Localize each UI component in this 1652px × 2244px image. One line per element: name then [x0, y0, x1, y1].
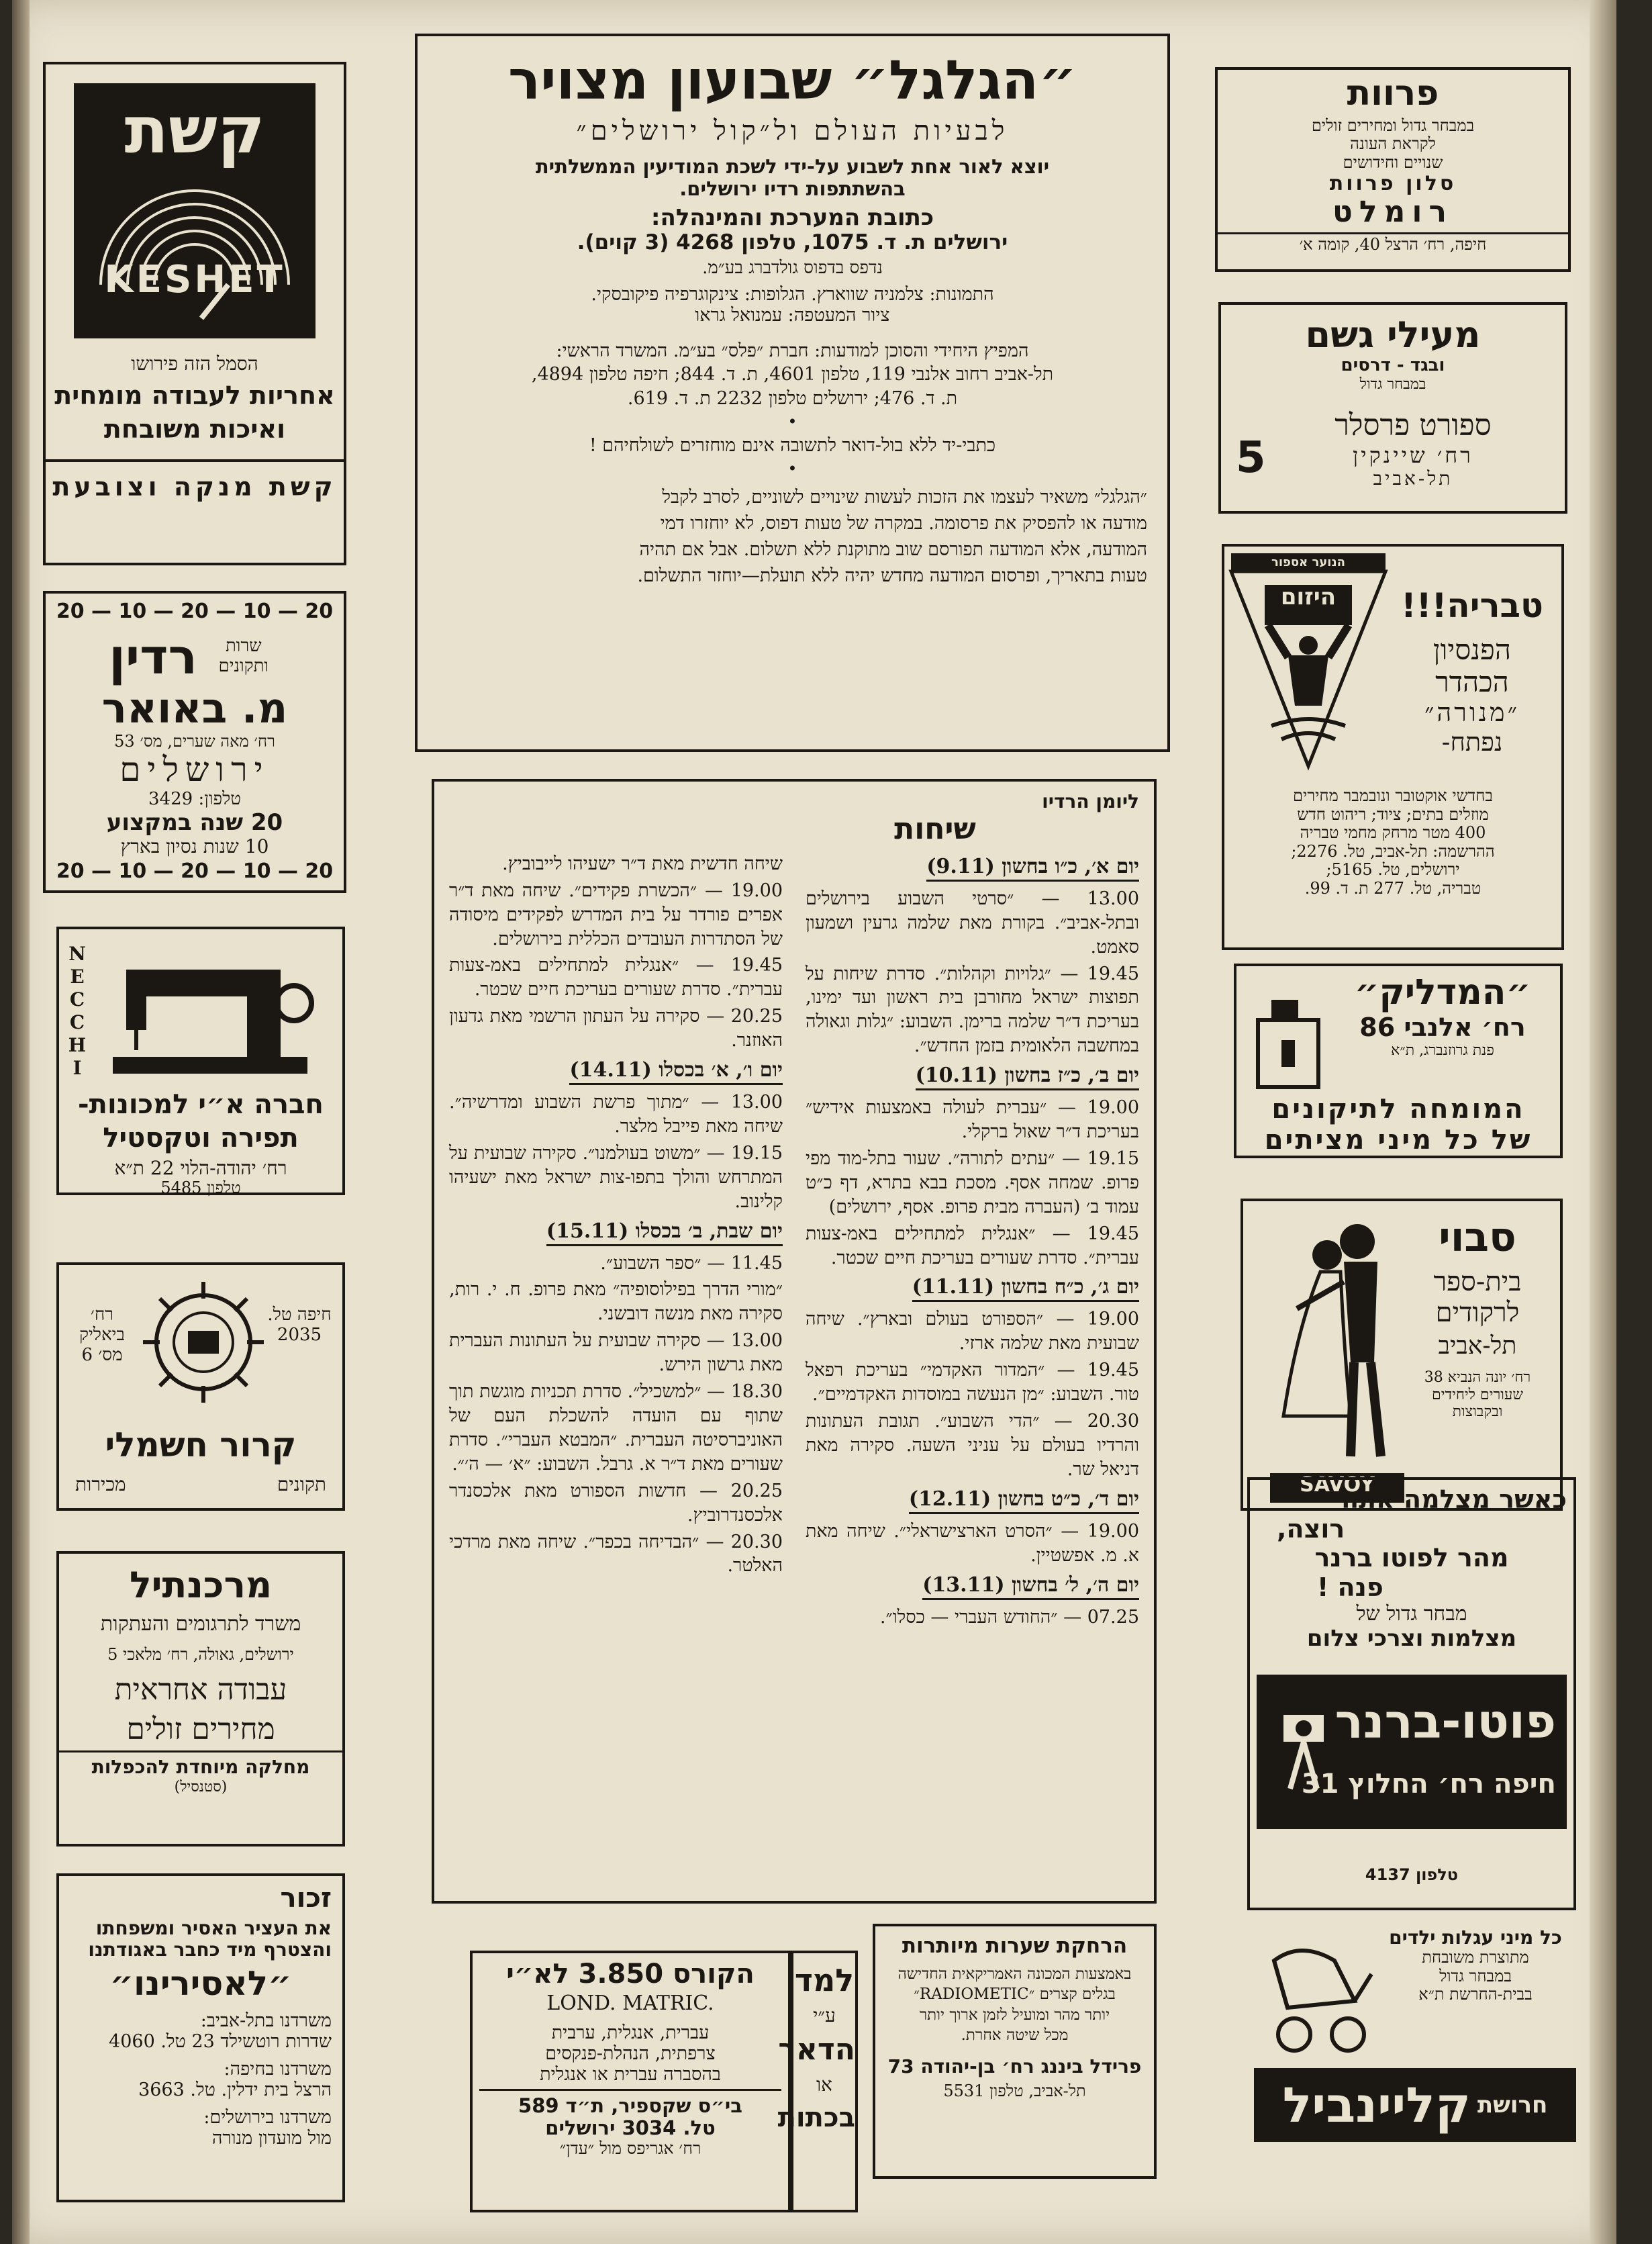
masthead-l7: ציור המעטפה: עמנואל גראו [695, 305, 890, 326]
savoy-l5: שעורים ליחידים [1432, 1386, 1523, 1403]
savoy-l4: רח׳ יונה הנביא 38 [1424, 1369, 1531, 1387]
binding-spine [12, 0, 30, 2244]
masthead-l15: טעות בתאריך, ופרסום המודעה מחדש יהיה ללא תועלת—יוחזר התשלום. [637, 565, 1147, 587]
radio-program-item: 20.30 — ״הבדיחה בכפר״. שיחה מאת מרדכי האלטר. [449, 1531, 783, 1577]
tiberias-l7: 400 מטר מרחק מחמי טבריה [1300, 823, 1486, 843]
sewing-machine-icon [113, 949, 314, 1084]
radio-program-item: 20.25 — סקירה על העתון הרשמי מאת גדעון האוזנר. [449, 1006, 783, 1051]
radio-program-item: 13.00 — ״סרטי השבוע בירושלים ובתל-אביב״. בקורת מאת שלמה גרעין ושמעון סאמט. [806, 888, 1139, 957]
savoy-title: סבוי [1439, 1214, 1516, 1261]
radin-border-bottom: 20 — 10 — 20 — 10 — 20 [56, 859, 334, 883]
tiberias-l8: ההרשמה: תל-אביב, טל. 2276; [1291, 841, 1495, 861]
photo-l5: מבחר גדול של [1356, 1601, 1467, 1626]
masthead-l9: תל-אביב רחוב אלנבי 119, טלפון 4601, ת. ד. 844; חיפה טלפון 4894, [531, 364, 1054, 385]
kleinbaby-prefix: חרושת [1477, 2092, 1548, 2118]
madlik-title: ״המדליק״ [1354, 972, 1531, 1013]
pennant-latin: HAYOZEM [1281, 612, 1336, 623]
karor-right-foot: תקונים [277, 1473, 326, 1495]
madlik-l3: המומחה לתיקונים [1271, 1094, 1525, 1125]
necchi-phone: טלפון 5485 [160, 1178, 241, 1197]
lamed-l2: ע״י [813, 2004, 836, 2026]
karor-right-address: חיפה טל. 2035 [267, 1305, 332, 1345]
masthead-l2: בהשתתפות רדיו ירושלים. [679, 177, 906, 201]
keshet-line2: אחריות לעבודה מומחית [54, 381, 335, 411]
radio-program-item: 13.00 — סקירה שבועית על העתונות העברית מאת גרשון הירש. [449, 1330, 783, 1376]
zachor-line2: והצטרף מיד כחבר באגודתנו [88, 1938, 332, 1961]
masthead-bullet2: • [787, 459, 797, 479]
keshet-footer: קשת מנקה וצובעת [52, 471, 337, 502]
lamed-l3: הדאר [778, 2032, 855, 2067]
radin-years2: 10 שנות נסיון בארץ [120, 835, 269, 857]
radio-program-item: 19.45 — ״המדור האקדמי״ בעריכת רפאל טור. השבוע: ״מן הנעשה במוסדות האקדמיים״. [806, 1360, 1139, 1405]
radin-phone: טלפון: 3429 [148, 788, 241, 809]
masthead-l3: כתובת המערכת והמינהלה: [650, 203, 934, 231]
photo-l4: פנה ! [1317, 1573, 1383, 1603]
savoy-l3: תל-אביב [1438, 1332, 1517, 1360]
kleinbaby-ad [1254, 1927, 1576, 2196]
tiberias-l1: הפנסיון [1432, 633, 1512, 666]
baby-carriage-icon [1261, 1934, 1375, 2061]
hair-l3: יותר מהר ומועיל לזמן ארוך יותר [919, 2006, 1110, 2024]
radio-program-item: 19.00 — ״עברית לעולה באמצעות אידיש״ בעריכת ד״ר שאול ברקלי. [806, 1097, 1139, 1143]
photo-l2: רוצה, [1277, 1513, 1345, 1544]
zachor-ad [56, 1873, 345, 2202]
merkantil-line2: ירושלים, גאולה, רח׳ מלאכי 5 [107, 1644, 294, 1664]
kleinbaby-l3: במבחר גדול [1439, 1966, 1512, 1985]
karor-left-foot: מכירות [75, 1473, 126, 1495]
photo-l6: מצלמות וצרכי צלום [1306, 1625, 1517, 1652]
radio-day-heading: יום ה׳, ל׳ בחשון (13.11) [922, 1573, 1139, 1600]
radio-program-item: 19.15 — ״משוט בעולמנו״. סקירה שבועית על המתרחש והולך בתפו-צות ישראל מאת ישעיהו קלינוב. [449, 1142, 783, 1212]
magazine-page [12, 0, 1616, 2244]
radin-address: רח׳ מאה שערים, מס׳ 53 [114, 731, 275, 751]
karor-ad [56, 1262, 345, 1511]
radio-program-item: 19.45 — ״אנגלית למתחילים באמ-צעות עברית״. סדרת שעורים בעריכת חיים שכטר. [449, 955, 783, 1000]
radio-column-right [806, 852, 1139, 1632]
lamed-ad [777, 1951, 858, 2212]
furs-name: רומלט [1332, 195, 1453, 230]
radin-name: רדין [109, 628, 197, 685]
tiberias-l4: נפתח- [1441, 727, 1503, 757]
radio-day-heading: יום ד׳, כ״ט בחשון (12.11) [909, 1487, 1139, 1514]
savoy-ad [1241, 1199, 1563, 1511]
savoy-l6: ובקבוצות [1452, 1403, 1503, 1420]
radin-line1: שרות ותקונים [218, 636, 269, 676]
photo-address: חיפה רח׳ החלוץ 31 [1301, 1769, 1556, 1799]
masthead-l12: ״הגלגל״ משאיר לעצמו את הזכות לעשות שינויים לשוניים, לסרב לקבל [662, 486, 1147, 508]
radin-owner: מ. באואר [101, 684, 288, 733]
radio-program-item: 18.30 — ״למשכיל״. סדרת תכניות מוגשת תוך שתוף עם הועדה להשכלת העם של האוניברסיטה העברית. ״המבטא העברי״. סדרת שעורים מאת ד״ר א. גרבל. השבוע: ״א׳ — ה׳״. [449, 1381, 783, 1475]
radio-program-item: 20.25 — חדשות הספורט מאת אלכסנדר אלכסנדרוביץ. [449, 1480, 783, 1526]
keshet-logo-latin: KESHET [104, 258, 285, 301]
keshet-ad [43, 62, 346, 565]
kurs-ad [470, 1951, 791, 2212]
photo-brener-ad [1247, 1477, 1576, 1910]
masthead-l14: המודעה, אלא המודעה תפורסם שוב מתוקנת ללא תשלום. אבל אם תהיה [639, 539, 1147, 561]
necchi-company: חברה א״י למכונות- [78, 1089, 324, 1120]
radio-header: ליומן הרדיו [1042, 790, 1139, 812]
merkantil-name: מרכנתיל [129, 1564, 273, 1606]
kurs-title: הקורס 3.850 לא״י [506, 1959, 755, 1990]
pennant-figure [1231, 553, 1386, 775]
keshet-line1: הסמל הזה פירושו [131, 353, 258, 375]
tiberias-l9: ירושלים, טל. 5165; [1326, 860, 1460, 880]
radio-program-item: 19.00 — ״הספורט בעולם ובארץ״. שיחה שבועית מאת שלמה ארזי. [806, 1309, 1139, 1354]
kleinbaby-brand-band [1254, 2068, 1576, 2142]
lamed-l4: או [816, 2073, 832, 2096]
furs-l2: לקראת העונה [1350, 134, 1436, 154]
kurs-l2: צרפתית, הנהלת-פנקסים [545, 2043, 716, 2064]
tiberias-l10: טבריה, טל. 277 ת. ד. 99. [1304, 878, 1481, 898]
masthead-bullet1: • [787, 412, 797, 431]
pennant-title: היזום [1280, 583, 1337, 610]
zachor-office1-addr: שדרות רוטשילד 23 טל. 4060 [109, 2030, 332, 2052]
masthead-l6: התמונות: צלמניה שווארץ. הגלופות: צינקוגרפיה פיקובסקי. [591, 284, 994, 306]
radin-city: ירושלים [119, 750, 270, 790]
hair-l2: בגלים קצרים ״RADIOMETIC״ [914, 1985, 1116, 2004]
raincoats-title: מעילי גשם [1305, 314, 1481, 356]
photo-phone: טלפון 4137 [1365, 1865, 1459, 1884]
lighter-icon [1251, 993, 1325, 1094]
zachor-office3-addr: מול מועדון מנורה [211, 2128, 332, 2149]
zachor-office2: משרדנו בחיפה: [224, 2058, 332, 2079]
masthead-l11: כתבי-יד ללא בול-דואר לתשובה אינם מוחזרים לשולחיהם ! [589, 435, 996, 457]
masthead-l1: יוצא לאור אחת לשבוע על-ידי לשכת המודיעין הממשלתית [535, 155, 1050, 178]
raincoats-l1: ובגד - דרסים [1341, 355, 1445, 376]
merkantil-line6: (סטנסיל) [174, 1778, 228, 1795]
radio-program-item: 19.00 — ״הכשרת פקידים״. שיחה מאת ד״ר אפרים פורדר על בית המדרש לפקידים מיסודה של הסתדרות העובדים הכללית בירושלים. [449, 880, 783, 949]
masthead-l8: המפיץ היחידי והסוכן למודעות: חברת ״פלס״ בע״מ. המשרד הראשי: [556, 340, 1029, 362]
dancers-icon [1257, 1215, 1424, 1470]
radio-program-item: 19.45 — ״גלויות וקהלות״. סדרת שיחות על תפוצות ישראל מחורבן בית ראשון ועד ימינו, בעריכת ד״ר שלמה ברימן. השבוע: ״גלות וגאולה במחשבה הלאומית בזמן החדש״. [806, 963, 1139, 1057]
kurs-l6: רח׳ אגריפס מול ״עדן״ [559, 2139, 701, 2159]
masthead-box [415, 34, 1170, 752]
photo-brand: פוטו-ברנר [1334, 1694, 1556, 1749]
hair-l6: תל-אביב, טלפון 5531 [943, 2081, 1086, 2100]
furs-ad [1215, 67, 1571, 272]
kurs-l4: בי״ס שקספיר, ת״ד 589 [518, 2094, 742, 2117]
radio-program-item: 20.30 — ״הדי השבוע״. תגובת העתונות והרדיו בעולם על עניני השעה. סקירה מאת דניאל שר. [806, 1411, 1139, 1480]
merkantil-line5: מחלקה מיוחדת להכפלות [91, 1756, 310, 1779]
madlik-l1: רח׳ אלנבי 86 [1359, 1012, 1526, 1042]
lamed-l5: בכתות [777, 2102, 855, 2133]
radio-day-heading: יום שבת, ב׳ בכסלו (15.11) [546, 1219, 783, 1246]
tiberias-l2: הכהדר [1435, 665, 1509, 698]
radio-program-item: 19.00 — ״הסרט הארצישראלי״. שיחה מאת א. מ. אפשטיין. [806, 1520, 1139, 1566]
hair-l1: באמצעות המכונה האמריקאית החדישה [897, 1965, 1132, 1983]
masthead-l13: מודעה או להפסיק את פרסומה. במקרה של טעות דפוס, לא יוחזרו דמי [660, 512, 1147, 534]
hair-l5: פרידל ביננג רח׳ בן-יהודה 73 [887, 2055, 1142, 2078]
kurs-l1: עברית, אנגלית, ערבית [551, 2022, 710, 2043]
pennant-banner: הנוער אספור [1231, 553, 1386, 571]
radio-program-item: ״מורי הדרך בפילוסופיה״ מאת פרופ. ח. י. רות, סקירה מאת מנשה דובשני. [449, 1279, 783, 1325]
savoy-l2: לרקודים [1435, 1297, 1520, 1328]
madlik-l4: של כל מיני מציתים [1264, 1125, 1533, 1156]
radio-section-title: שיחות [894, 812, 976, 847]
furs-title: פרוות [1347, 73, 1439, 113]
merkantil-line4: מחירים זולים [126, 1712, 275, 1746]
zachor-name: ״לאסירינו״ [109, 1964, 292, 2004]
furs-l1: במבחר גדול ומחירים זולים [1311, 115, 1475, 135]
keshet-logo [74, 83, 315, 338]
photo-brand-panel [1257, 1675, 1567, 1829]
tiberias-ad [1222, 544, 1564, 950]
radio-column-left [449, 852, 783, 1632]
merkantil-line1: משרד לתרגומים והעתקות [100, 1612, 301, 1636]
madlik-l2: פנת גרוזנברג, ת״א [1391, 1042, 1494, 1060]
madlik-ad [1234, 964, 1563, 1158]
hair-l4: מכל שיטה אחרת. [961, 2026, 1069, 2044]
raincoats-shop: ספורט פרסלר [1334, 408, 1492, 443]
tiberias-l6: מוזלים בתים; ציוד; ריהוט חדש [1297, 804, 1489, 824]
photo-l3: מהר לפוטו ברנר [1314, 1543, 1509, 1573]
radio-program-item: 13.00 — ״מתוך פרשת השבוע ומדרשיה״. שיחה מאת פייבל מלצר. [449, 1092, 783, 1137]
hair-removal-ad [873, 1924, 1157, 2179]
zachor-office2-addr: הרצל בית ידלין. טל. 3663 [138, 2079, 332, 2101]
kurs-latin: LOND. MATRIC. [546, 1992, 714, 2015]
merkantil-line3: עבודה אחראית [114, 1673, 287, 1708]
masthead-l4: ירושלים ת. ד. 1075, טלפון 4268 (3 קוים). [577, 230, 1008, 254]
radio-day-heading: יום ב׳, כ״ז בחשון (10.11) [916, 1064, 1139, 1090]
masthead-l5: נדפס בדפוס גולדברג בע״מ. [702, 258, 883, 279]
masthead-title: ״הגלגל״ שבועון מצויר [508, 49, 1077, 111]
savoy-l1: בית-ספר [1433, 1266, 1522, 1297]
radin-ad [43, 591, 346, 893]
furs-l4: סלון פרוות [1329, 171, 1457, 195]
keshet-logo-hebrew: קשת [124, 93, 265, 168]
kleinbaby-l2: מתוצרת משובחת [1422, 1948, 1529, 1967]
raincoats-l2: במבחר גדול [1359, 375, 1426, 393]
radio-day-heading: יום א׳, כ״ו בחשון (9.11) [926, 855, 1139, 882]
necchi-brand-vertical: NECCHI [68, 943, 87, 1079]
radio-diary-box [432, 779, 1157, 1904]
radio-day-heading: יום ג׳, כ״ח בחשון (11.11) [912, 1275, 1139, 1302]
zachor-office1: משרדנו בתל-אביב: [200, 2010, 332, 2031]
raincoats-num: 5 [1236, 433, 1266, 483]
kleinbaby-brand: קליינביל [1282, 2077, 1471, 2133]
tiberias-l3: ״מנורה״ [1424, 698, 1520, 728]
necchi-ad [56, 927, 345, 1195]
radin-border-top: 20 — 10 — 20 — 10 — 20 [56, 600, 334, 623]
kurs-l3: בהסברה עברית או אנגלית [540, 2063, 721, 2085]
zachor-line1: את העציר האסיר ומשפחתו [95, 1917, 332, 1939]
radio-program-item: 19.15 — ״עתים לתורה״. שעור בתל-מוד מפי פרופ. שמחה אסף. מסכת בבא בתרא, דף כ״ט עמוד ב׳ (העברה מבית פרופ. אסף, ירושלים) [806, 1148, 1139, 1217]
raincoats-addr1: רח׳ שיינקין [1353, 442, 1473, 468]
zachor-office3: משרדנו בירושלים: [203, 2107, 332, 2129]
radio-program-item: 07.25 — ״החודש העברי — כסלו״. [879, 1606, 1139, 1628]
raincoats-ad [1218, 302, 1567, 514]
tiberias-l5: בחדשי אוקטובר ונובמבר מחירים [1293, 786, 1493, 805]
raincoats-city: תל-אביב [1373, 467, 1453, 489]
hair-title: הרחקת שערות מיותרות [902, 1934, 1128, 1958]
savoy-sign: SAVOY [1270, 1473, 1404, 1503]
masthead-subtitle: לבעיות העולם ול״קול ירושלים״ [576, 115, 1009, 146]
photo-l1: כאשר מצלמה אתה [1341, 1485, 1567, 1514]
furs-l3: שנויים וחידושים [1343, 152, 1443, 172]
kleinbaby-l4: בבית-החרשת ת״א [1418, 1985, 1533, 2004]
masthead-l10: ת. ד. 476; ירושלים טלפון 2232 ת. ד. 619. [627, 387, 958, 409]
furs-address: חיפה, רח׳ הרצל 40, קומה א׳ [1299, 234, 1487, 254]
karor-name: קרור חשמלי [105, 1425, 297, 1464]
necchi-address: רח׳ יהודה-הלוי 22 ת״א [114, 1157, 287, 1179]
zachor-title: זכור [280, 1883, 332, 1914]
radio-program-item: 19.45 — ״אנגלית למתחילים באמ-צעות עברית״. סדרת שעורים בעריכת חיים שכטר. [806, 1223, 1139, 1268]
radin-years: 20 שנה במקצוע [106, 808, 283, 836]
lamed-l1: למד [794, 1962, 855, 1998]
radio-day-heading: יום ו׳, א׳ בכסלו (14.11) [569, 1058, 783, 1085]
kleinbaby-l1: כל מיני עגלות ילדים [1389, 1926, 1562, 1949]
page-edge [1590, 0, 1616, 2244]
tiberias-city: טבריה!!! [1400, 586, 1544, 625]
radio-program-item: שיחה חדשית מאת ד״ר ישעיהו לייבוביץ. [502, 853, 783, 874]
merkantil-ad [56, 1551, 345, 1846]
kurs-l5: טל. 3034 ירושלים [545, 2116, 716, 2139]
necchi-subtitle: תפירה וטקסטיל [103, 1123, 299, 1154]
karor-left-address: רח׳ ביאליק מס׳ 6 [79, 1305, 125, 1365]
radio-program-item: 11.45 — ״ספר השבוע״. [600, 1252, 783, 1274]
electric-emblem-icon [140, 1278, 267, 1406]
keshet-line3: ואיכות משובחת [103, 414, 286, 444]
